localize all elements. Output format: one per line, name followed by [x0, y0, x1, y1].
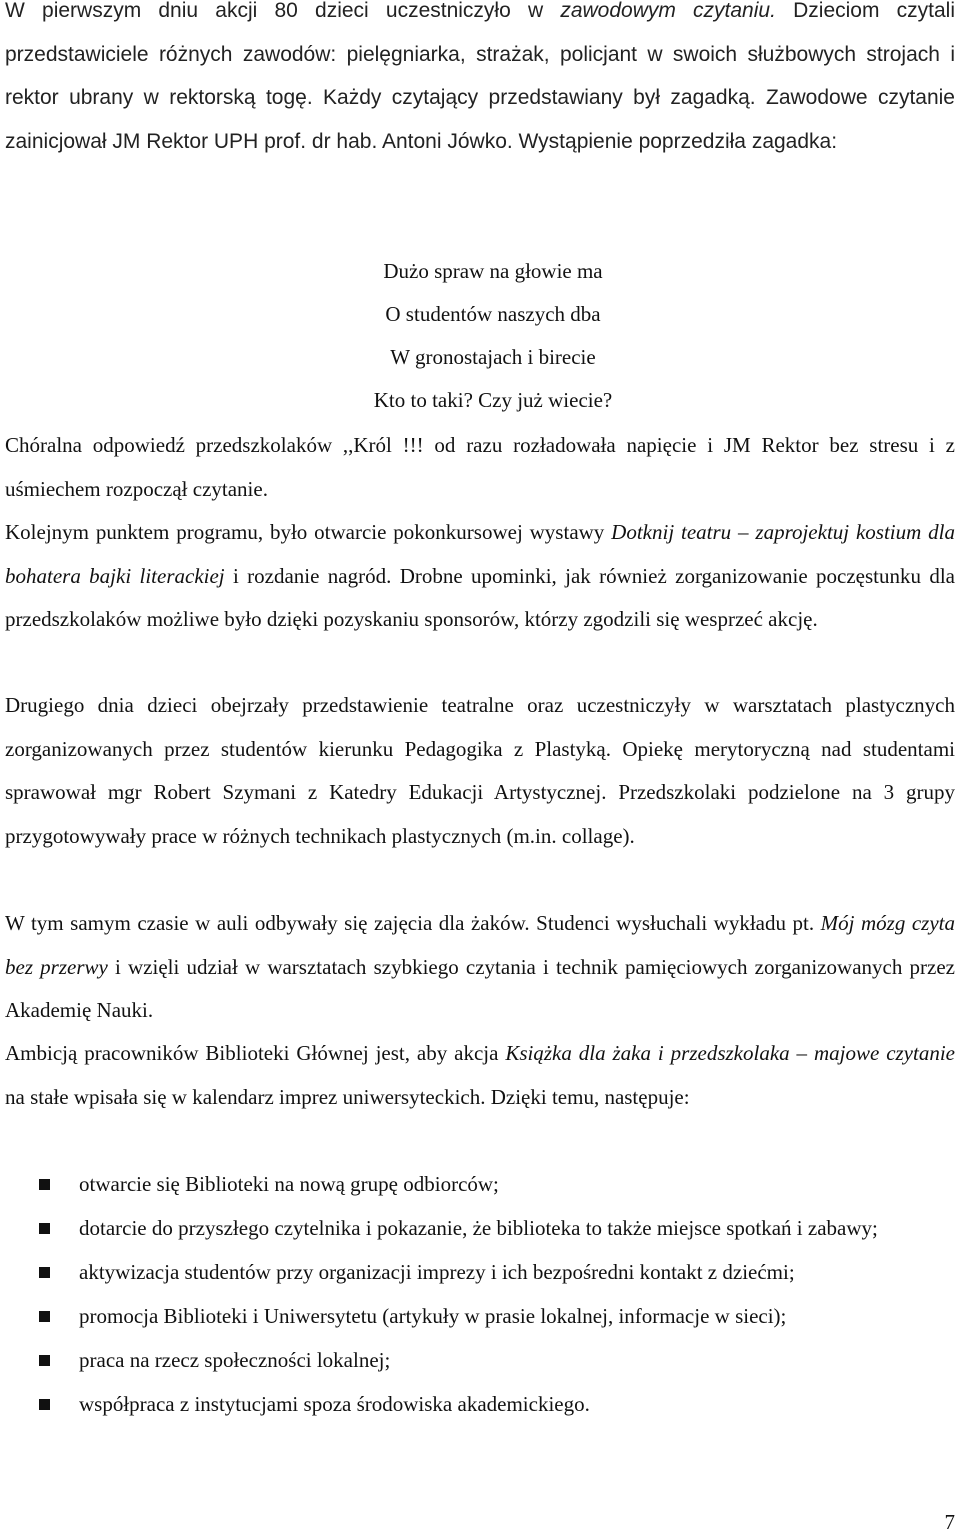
ambition-text: Ambicją pracowników Biblioteki Głównej jest, aby akcja: [5, 1041, 506, 1065]
list-item: [0, 1382, 955, 1426]
riddle-line: O studentów naszych dba: [385, 302, 601, 326]
riddle-line: W gronostajach i birecie: [390, 345, 596, 369]
exhibition-text: Kolejnym punktem programu, było otwarcie pokonkursowej wystawy: [5, 520, 612, 544]
intro-text: W pierwszym dniu akcji 80 dzieci uczestniczyło w: [5, 0, 561, 22]
lecture-text-continued: i wzięli udział w warsztatach szybkiego czytania i technik pamięciowych zorganizowanych przez Akademię Nauki.: [5, 954, 955, 1022]
exhibition-text-continued: i rozdanie nagród. Drobne upominki, jak również zorganizowanie poczęstunku dla przedszkolaków możliwe było dzięki pozyskaniu sponsorów, którzy zgodzili się wesprzeć akcję.: [5, 563, 955, 631]
square-bullet-icon: [39, 1223, 50, 1234]
paragraph-answer: Chóralna odpowiedź przedszkolaków ,,Król !!! od razu rozładowała napięcie i JM Rektor bez stresu i z uśmiechem rozpoczął czytanie.: [5, 433, 955, 501]
paragraph-day-two: Drugiego dnia dzieci obejrzały przedstawienie teatralne oraz uczestniczyły w warsztatach plastycznych zorganizowanych przez studentów kierunku Pedagogika z Plastyką. Opiekę merytoryczną nad studentami sprawował mgr Robert Szymani z Katedry Edukacji Artystycznej. Przedszkolaki podzielone na 3 grupy przygotowywały prace w różnych technikach plastycznych (m.in. collage).: [5, 693, 955, 848]
campaign-title: Książka dla żaka i przedszkolaka – majowe czytanie: [505, 1041, 955, 1065]
riddle: [0, 250, 960, 422]
list-item-text: otwarcie się Biblioteki na nową grupę odbiorców;: [79, 1172, 499, 1196]
page-number: 7: [944, 1510, 955, 1534]
lecture-title: Mój mózg czyta bez przerwy: [5, 911, 955, 979]
list-item-text: współpraca z instytucjami spoza środowiska akademickiego.: [79, 1392, 590, 1416]
list-item: [0, 1294, 955, 1338]
riddle-line: Kto to taki? Czy już wiecie?: [373, 388, 613, 412]
square-bullet-icon: [39, 1179, 50, 1190]
intro-italic: zawodowym czytaniu.: [560, 0, 776, 22]
square-bullet-icon: [39, 1355, 50, 1366]
paragraph-ambition: [5, 1032, 955, 1119]
lecture-text: W tym samym czasie w auli odbywały się zajęcia dla żaków. Studenci wysłuchali wykładu pt.: [5, 911, 821, 935]
square-bullet-icon: [39, 1311, 50, 1322]
exhibition-title: Dotknij teatru – zaprojektuj kostium dla bohatera bajki literackiej: [5, 520, 955, 588]
ambition-text-continued: na stałe wpisała się w kalendarz imprez uniwersyteckich. Dzięki temu, następuje:: [5, 1084, 690, 1109]
list-item-text: aktywizacja studentów przy organizacji imprezy i ich bezpośredni kontakt z dziećmi;: [79, 1260, 795, 1284]
list-item: [0, 1250, 955, 1294]
paragraph-intro: [5, 0, 955, 163]
paragraph-exhibition: [5, 511, 955, 642]
paragraph-lecture: [5, 902, 955, 1033]
list-item-text: praca na rzecz społeczności lokalnej;: [79, 1348, 391, 1372]
list-item: [0, 1338, 955, 1382]
riddle-line: Dużo spraw na głowie ma: [383, 259, 603, 283]
list-item-text: promocja Biblioteki i Uniwersytetu (artykuły w prasie lokalnej, informacje w sieci);: [79, 1304, 787, 1328]
list-item: [0, 1162, 955, 1206]
square-bullet-icon: [39, 1399, 50, 1410]
square-bullet-icon: [39, 1267, 50, 1278]
intro-text-continued: Dzieciom czytali przedstawiciele różnych zawodów: pielęgniarka, strażak, policjant w swoich służbowych strojach i rektor ubrany w rektorską togę. Każdy czytający przedstawiany był zagadką. Zawodowe czytanie zainicjował JM Rektor UPH prof. dr hab. Antoni Jówko. Wystąpienie poprzedziła zagadka:: [5, 0, 955, 153]
benefits-list: [0, 1162, 960, 1426]
list-item: [0, 1206, 955, 1250]
list-item-text: dotarcie do przyszłego czytelnika i pokazanie, że biblioteka to także miejsce spotkań i zabawy;: [79, 1216, 878, 1240]
